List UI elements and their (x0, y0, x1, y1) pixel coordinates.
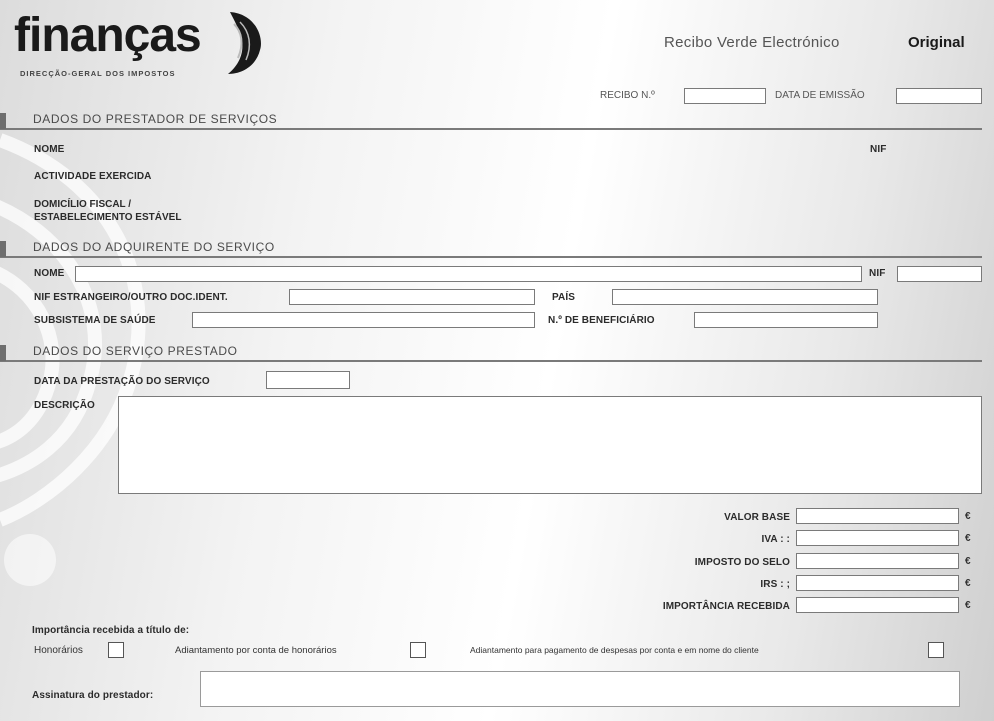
signature-field[interactable] (200, 671, 960, 707)
prestador-domicile-label-line2: ESTABELECIMENTO ESTÁVEL (34, 212, 182, 223)
option-honorarios-label: Honorários (34, 645, 83, 656)
country-label: PAÍS (552, 292, 575, 303)
foreign-nif-label: NIF ESTRANGEIRO/OUTRO DOC.IDENT. (34, 292, 228, 303)
amount-received-label: IMPORTÂNCIA RECEBIDA (662, 601, 790, 612)
logo-subtitle: DIRECÇÃO-GERAL DOS IMPOSTOS (20, 69, 176, 78)
beneficiary-number-label: N.º DE BENEFICIÁRIO (548, 315, 655, 326)
section-title-servico: DADOS DO SERVIÇO PRESTADO (33, 344, 238, 358)
euro-symbol: € (965, 556, 971, 567)
stamp-duty-field[interactable] (796, 553, 959, 569)
iva-label: IVA : : (761, 534, 790, 545)
option-honorarios-checkbox[interactable] (108, 642, 124, 658)
logo-text: finanças (14, 9, 201, 62)
prestador-activity-label: ACTIVIDADE EXERCIDA (34, 171, 152, 182)
irs-field[interactable] (796, 575, 959, 591)
foreign-nif-field[interactable] (289, 289, 535, 305)
prestador-nif-label: NIF (870, 144, 887, 155)
leaf-emblem-icon (220, 10, 264, 76)
country-field[interactable] (612, 289, 878, 305)
health-subsystem-field[interactable] (192, 312, 535, 328)
option-adiantamento-checkbox[interactable] (410, 642, 426, 658)
prestador-name-label: NOME (34, 144, 65, 155)
received-as-label: Importância recebida a título de: (32, 625, 190, 636)
base-value-field[interactable] (796, 508, 959, 524)
amount-received-field[interactable] (796, 597, 959, 613)
section-tab-marker (0, 241, 6, 257)
document-title: Recibo Verde Electrónico (664, 34, 840, 51)
section-tab-marker (0, 113, 6, 129)
euro-symbol: € (965, 533, 971, 544)
option-despesas-checkbox[interactable] (928, 642, 944, 658)
description-textarea[interactable] (118, 396, 982, 494)
logo (14, 8, 264, 80)
section-title-adquirente: DADOS DO ADQUIRENTE DO SERVIÇO (33, 240, 275, 254)
issue-date-field[interactable] (896, 88, 982, 104)
signature-label: Assinatura do prestador: (32, 690, 154, 701)
receipt-number-label: RECIBO N.º (600, 90, 655, 101)
section-prestador (0, 110, 982, 130)
adquirente-nif-label: NIF (869, 268, 886, 279)
euro-symbol: € (965, 578, 971, 589)
adquirente-nif-field[interactable] (897, 266, 982, 282)
section-servico (0, 342, 982, 362)
beneficiary-number-field[interactable] (694, 312, 878, 328)
health-subsystem-label: SUBSISTEMA DE SAÚDE (34, 315, 156, 326)
receipt-number-field[interactable] (684, 88, 766, 104)
issue-date-label: DATA DE EMISSÃO (775, 90, 865, 101)
iva-field[interactable] (796, 530, 959, 546)
euro-symbol: € (965, 511, 971, 522)
service-date-field[interactable] (266, 371, 350, 389)
section-tab-marker (0, 345, 6, 361)
section-adquirente (0, 238, 982, 258)
description-label: DESCRIÇÃO (34, 400, 95, 411)
adquirente-name-label: NOME (34, 268, 65, 279)
stamp-duty-label: IMPOSTO DO SELO (694, 557, 790, 568)
service-date-label: DATA DA PRESTAÇÃO DO SERVIÇO (34, 376, 210, 387)
euro-symbol: € (965, 600, 971, 611)
base-value-label: VALOR BASE (724, 512, 790, 523)
prestador-domicile-label-line1: DOMICÍLIO FISCAL / (34, 199, 132, 210)
copy-type: Original (908, 34, 965, 51)
option-despesas-label: Adiantamento para pagamento de despesas por conta e em nome do cliente (470, 645, 759, 655)
adquirente-name-field[interactable] (75, 266, 862, 282)
option-adiantamento-label: Adiantamento por conta de honorários (175, 645, 337, 656)
irs-label: IRS : ; (760, 579, 790, 590)
section-title-prestador: DADOS DO PRESTADOR DE SERVIÇOS (33, 112, 278, 126)
